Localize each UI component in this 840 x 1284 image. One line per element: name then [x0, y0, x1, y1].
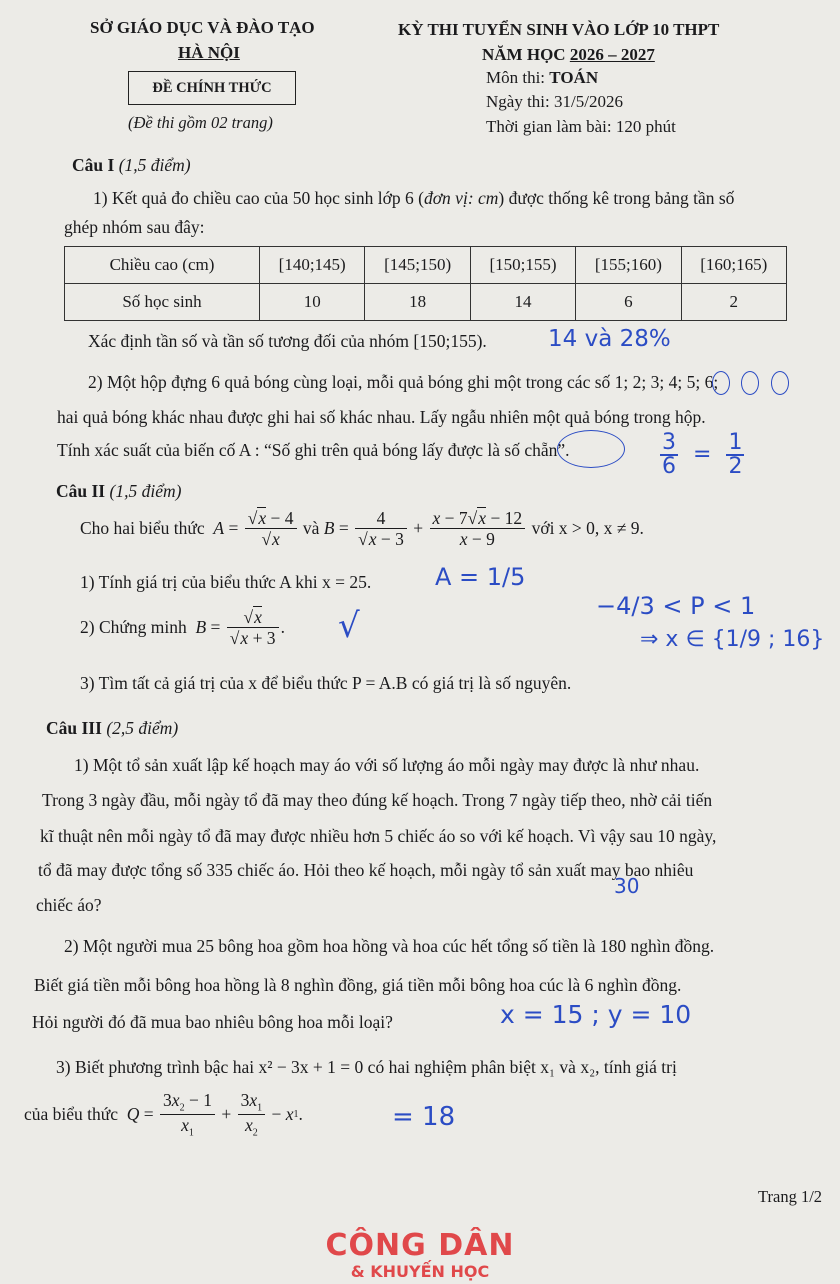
handwritten-answer-q1-2 — [660, 432, 744, 478]
table-row — [65, 284, 787, 321]
pen-circle-mark — [557, 430, 625, 468]
q2-title: Câu II — [56, 481, 106, 501]
school-year-label: NĂM HỌC — [482, 45, 566, 64]
pages-note: (Đề thi gồm 02 trang) — [128, 113, 273, 132]
handwritten-answer-q3-3: = 18 — [392, 1102, 456, 1132]
q3-p1-line1: 1) Một tổ sản xuất lập kế hoạch may áo với số lượng áo mỗi ngày may được là như nhau. — [74, 755, 700, 775]
q3-p3-line1: 3) Biết phương trình bậc hai x² − 3x + 1 = 0 có hai nghiệm phân biệt x₁ và x₂, tính giá trị — [56, 1057, 677, 1077]
department-title: SỞ GIÁO DỤC VÀ ĐÀO TẠO — [90, 18, 315, 37]
watermark-logo-bottom: & KHUYẾN HỌC — [350, 1262, 490, 1281]
frequency-table — [64, 246, 787, 321]
math-fraction: $\frac{√x - 4}{√x}$ — [245, 508, 297, 549]
hw-equals: = — [693, 442, 712, 467]
official-stamp-box — [128, 71, 296, 105]
q3-p3-text: của biểu thức — [24, 1104, 119, 1124]
math-fraction: $\frac{√x}{√x + 3}$ — [227, 607, 279, 648]
q1-p1-line1 — [93, 188, 734, 209]
q2-and: và — [302, 518, 320, 539]
q3-heading — [46, 718, 178, 739]
handwritten-note-inequality: −4/3 < P < 1 — [596, 592, 756, 620]
q2-points: (1,5 điểm) — [109, 481, 182, 501]
q2-intro: Cho hai biểu thức — [80, 518, 205, 539]
q3-p2-line1: 2) Một người mua 25 bông hoa gồm hoa hồng và hoa cúc hết tổng số tiền là 180 nghìn đồng. — [64, 936, 715, 956]
q3-p1-line2: Trong 3 ngày đầu, mỗi ngày tổ đã may theo đúng kế hoạch. Trong 7 ngày tiếp theo, nhờ cải tiến — [42, 790, 713, 810]
table-count-cell: 14 — [470, 284, 575, 321]
q1-p1-text-b: ) được thống kê trong bảng tần số — [498, 188, 735, 208]
table-group-cell: [145;150) — [365, 247, 470, 284]
subject-line — [486, 68, 598, 88]
city-title: HÀ NỘI — [178, 43, 240, 62]
exam-date: Ngày thi: 31/5/2026 — [486, 92, 623, 111]
math-fraction: $\frac{3x_1}{x_2}$ — [238, 1090, 266, 1139]
table-row — [65, 247, 787, 284]
q3-p1-line4: tổ đã may được tổng số 335 chiếc áo. Hỏi theo kế hoạch, mỗi ngày tổ sản xuất may bao nhiêu — [38, 860, 694, 880]
math-fraction: $\frac{4}{√x - 3}$ — [355, 508, 407, 549]
table-group-cell: [140;145) — [260, 247, 365, 284]
pen-circle-mark — [741, 371, 759, 395]
q1-points: (1,5 điểm) — [118, 155, 191, 175]
hw-frac-den: 2 — [728, 454, 743, 479]
math-B: B — [195, 617, 207, 638]
math-B: B — [323, 518, 335, 539]
handwritten-answer-q3-1: 30 — [614, 874, 640, 898]
table-header-label: Chiều cao (cm) — [65, 247, 260, 284]
table-count-cell: 6 — [576, 284, 681, 321]
hw-frac-num: 1 — [728, 430, 743, 455]
math-fraction: $\frac{x - 7√x - 12}{x - 9}$ — [430, 508, 526, 549]
exam-duration: Thời gian làm bài: 120 phút — [486, 117, 676, 136]
q2-expressions: Cho hai biểu thức A = $\frac{√x - 4}{√x}$ và B = $\frac{4}{√x - 3}$ + $\frac{x - 7√x - 12}{x - 9}$ với x > 0, x ≠ 9. — [80, 508, 644, 550]
table-count-label: Số học sinh — [65, 284, 260, 321]
handwritten-note-set: ⇒ x ∈ {1/9 ; 16} — [640, 627, 825, 652]
math-fraction: $\frac{3x_2 - 1}{x_1}$ — [160, 1090, 215, 1139]
subject-label: Môn thi: — [486, 68, 546, 87]
hw-frac-num: 3 — [662, 430, 676, 455]
table-group-cell: [155;160) — [576, 247, 681, 284]
math-Q: Q — [126, 1104, 140, 1124]
q2-p3: 3) Tìm tất cả giá trị của x để biểu thức P = A.B có giá trị là số nguyên. — [80, 673, 572, 693]
q1-p2-line1: 2) Một hộp đựng 6 quả bóng cùng loại, mỗi quả bóng ghi một trong các số 1; 2; 3; 4; 5; 6; — [88, 372, 719, 392]
pen-circle-mark — [771, 371, 789, 395]
q2-p2-text: 2) Chứng minh — [80, 617, 187, 638]
q1-p1-unit: đơn vị: cm — [423, 188, 499, 208]
q1-p1-text-a: 1) Kết quả đo chiều cao của 50 học sinh lớp 6 ( — [93, 188, 424, 208]
math-A: A — [213, 518, 225, 539]
table-group-cell: [150;155) — [470, 247, 575, 284]
q2-heading — [56, 481, 181, 502]
q3-p2-line3: Hỏi người đó đã mua bao nhiêu bông hoa mỗi loại? — [32, 1012, 393, 1032]
q3-p1-line5: chiếc áo? — [36, 895, 102, 915]
q3-title: Câu III — [46, 718, 102, 738]
subject-value: TOÁN — [549, 68, 599, 87]
q3-p2-line2: Biết giá tiền mỗi bông hoa hồng là 8 nghìn đồng, giá tiền mỗi bông hoa cúc là 6 nghìn đồng. — [34, 975, 682, 995]
handwritten-answer-q3-2: x = 15 ; y = 10 — [500, 1000, 692, 1029]
q1-title: Câu I — [72, 155, 115, 175]
q1-p1-line2: ghép nhóm sau đây: — [64, 217, 205, 237]
pen-circle-mark — [712, 371, 730, 395]
official-label: ĐỀ CHÍNH THỨC — [152, 79, 272, 96]
q2-condition: với x > 0, x ≠ 9. — [531, 518, 644, 539]
q2-p2: 2) Chứng minh B = $\frac{√x}{√x + 3}$ . — [80, 607, 285, 649]
table-count-cell: 10 — [260, 284, 365, 321]
watermark-logo-top: CÔNG DÂN — [325, 1228, 515, 1263]
exam-title: KỲ THI TUYỂN SINH VÀO LỚP 10 THPT — [398, 20, 720, 39]
handwritten-answer-q1-1: 14 và 28% — [548, 326, 671, 352]
school-year — [482, 45, 655, 65]
hw-frac-den: 6 — [662, 454, 676, 479]
q1-p2-line3: Tính xác suất của biến cố A : “Số ghi trên quả bóng lấy được là số chẵn”. — [57, 440, 570, 460]
table-count-cell: 2 — [681, 284, 786, 321]
q2-p1: 1) Tính giá trị của biểu thức A khi x = 25. — [80, 572, 372, 592]
q1-heading — [72, 155, 191, 176]
table-count-cell: 18 — [365, 284, 470, 321]
q1-p2-line2: hai quả bóng khác nhau được ghi hai số khác nhau. Lấy ngẫu nhiên một quả bóng trong hộp. — [57, 407, 706, 427]
handwritten-check-mark: √ — [338, 606, 360, 646]
q3-p3-line2: của biểu thức Q = $\frac{3x_2 - 1}{x_1}$ + $\frac{3x_1}{x_2}$ − x 1 . — [24, 1090, 303, 1139]
page-number: Trang 1/2 — [758, 1187, 823, 1206]
school-year-value: 2026 – 2027 — [569, 45, 655, 64]
table-group-cell: [160;165) — [681, 247, 786, 284]
q3-points: (2,5 điểm) — [106, 718, 179, 738]
q3-p1-line3: kĩ thuật nên mỗi ngày tổ đã may được nhiều hơn 5 chiếc áo so với kế hoạch. Vì vậy sau 10 ngày, — [40, 826, 717, 846]
handwritten-answer-q2-1: A = 1/5 — [435, 563, 526, 591]
q1-p1-question: Xác định tần số và tần số tương đối của nhóm [150;155). — [88, 331, 487, 351]
